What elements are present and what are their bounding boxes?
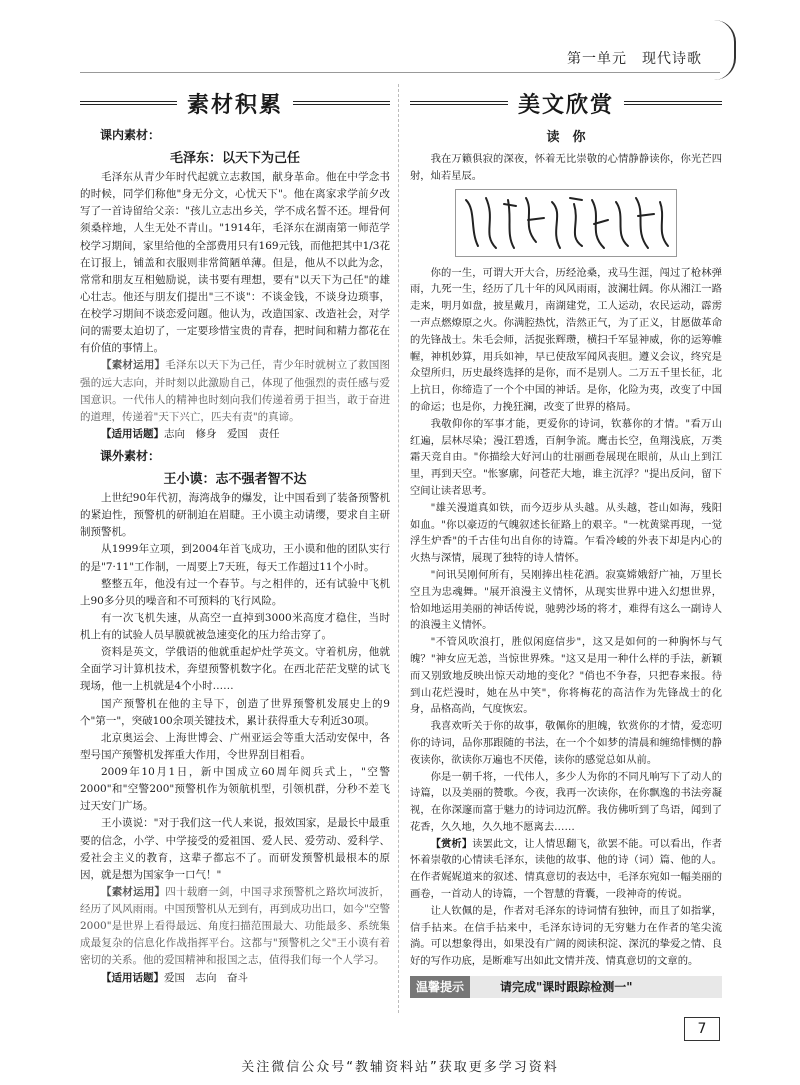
header-decor <box>714 20 736 80</box>
usage2-block: 【素材运用】四十载磨一剑，中国寻求预警机之路坎坷波折，经历了风风雨雨。中国预警机从无到有，再到成功出口，如今"空警2000"是世界上看得最远、角度扫描范围最大、功能最多、系统集成最复杂的信息化作战指挥平台。这都与"预警机之父"王小谟有着密切的关系。他的爱国精神和报国之志，值得我们每一个人学习。 <box>80 885 391 967</box>
calligraphy-strokes <box>456 190 676 256</box>
essay-intro: 我在万籁俱寂的深夜，怀着无比崇敬的心情静静读你，你光芒四射，灿若星辰。 <box>410 153 722 182</box>
left-column <box>80 88 390 1013</box>
right-column <box>410 88 722 1013</box>
column-divider <box>398 84 399 1013</box>
section-title-materials: 素材积累 <box>80 88 390 118</box>
essay-para: "问讯吴刚何所有，吴刚捧出桂花酒。寂寞嫦娥舒广袖，万里长空且为忠魂舞。"展开浪漫主义情怀，从现实世界中进入幻想世界，恰如地运用美丽的神话传说，驰骋沙场的将才，难得有这么一副诗人的浪漫主义情怀。 <box>410 568 722 632</box>
essay-para: 我喜欢听关于你的故事，敬佩你的胆魄，钦赏你的才情，爱恋叨你的诗词，品你那跟随的书法，在一个个如梦的清晨和缠绵悱恻的静夜读你，欲读你万遍也不厌倦，读你的感觉总如从前。 <box>410 720 722 766</box>
header-rule <box>80 72 720 73</box>
reminder-text: 请完成"课时跟踪检测一" <box>500 980 633 995</box>
essay-para: 你的一生，可谓大开大合，历经沧桑，戎马生涯，闯过了枪林弹雨，九死一生，经历了几十年的风风雨雨，波澜壮阔。你从湘江一路走来，明月如盘，披星戴月，南湖建党，工人运动，农民运动，霹雳一声点燃燎原之火。你满腔热忱，浩然正气，为了正义，甘愿做革命的先锋战士。朱毛会师，活捉张辉瓒，横扫千军显神威，你的运筹帷幄，神机妙算，用兵如神，早已使敌军闻风丧胆。遵义会议，终究是众望所归，历史最终选择的是你，而不是别人。二万五千里长征，北上抗日，你缔造了一个个中国的神话。是你，化险为夷，改变了中国的命运；也是你，力挽狂澜，改变了世界的格局。 <box>410 266 722 413</box>
story2-para: 2009年10月1日，新中国成立60周年阅兵式上，"空警2000"和"空警200"预警机作为领航机型，引领机群，分秒不差飞过天安门广场。 <box>80 766 390 813</box>
topics2-block: 【适用话题】爱国 志向 奋斗 <box>101 971 248 984</box>
reminder-bar <box>410 976 722 998</box>
story2-para: 从1999年立项，到2004年首飞成功，王小谟和他的团队实行的是"7·11"工作制，一周要上7天班，每天工作超过11个小时。 <box>80 543 390 573</box>
story2-title: 王小谟：志不强者智不达 <box>163 472 307 487</box>
usage1-block: 【素材运用】毛泽东以天下为己任，青少年时就树立了救国图强的远大志向，并时刻以此激励自己，体现了他强烈的责任感与爱国意识。一代伟人的精神也时刻向我们传递着勇于担当，敢于奋进的道理，传递着"天下兴亡，匹夫有责"的真谛。 <box>80 359 391 423</box>
story2-para: 北京奥运会、上海世博会、广州亚运会等重大活动安保中，各型号国产预警机发挥重大作用，令世界刮目相看。 <box>80 731 390 761</box>
essay-para: 我敬仰你的军事才能，更爱你的诗词，钦慕你的才情。"看万山红遍，层林尽染；漫江碧透，百舸争流。鹰击长空，鱼翔浅底，万类霜天竞自由。"你描绘大好河山的壮丽画卷展现在眼前，从山上到江里，再到天空。"怅寥廓，问苍茫大地，谁主沉浮？"提出反问，留下空间让读者思考。 <box>410 417 722 497</box>
extra-label: 课外素材： <box>100 449 161 463</box>
calligraphy-image <box>455 189 677 257</box>
essay-para: 你是一朝千将，一代伟人，多少人为你的不同凡响写下了动人的诗篇，以及美丽的赞歌。今夜，我再一次读你，在你飘逸的书法旁凝视，在你深邃而富于魅力的诗词边沉醉。我仿佛听到了鸟语，闻到了花香，久久地，久久地不愿离去…… <box>410 770 722 833</box>
story1-para: 毛泽东从青少年时代起就立志救国，献身革命。他在中学念书的时候，同学们称他"身无分文，心忧天下"。他在离家求学前夕改写了一首诗留给父亲："孩儿立志出乡关，学不成名誓不还。埋骨何须桑梓地，人生无处不青山。"1914年，毛泽东在湖南第一师范学校学习期间，家里给他的全部费用只有169元钱，而他把其中1/3花在订报上，铺盖和衣服则非常简陋单薄。但是，他从不以此为念，常常和朋友互相勉励说，读书要有理想，要有"以天下为己任"的雄心壮志。他还与朋友们提出"三不谈"：不谈金钱，不谈身边琐事，在校学习期间不谈恋爱问题。他认为，改造国家、改造社会，对学问的需要太迫切了，一定要珍惜宝贵的青春，把时间和精力都花在有价值的事情上。 <box>80 171 390 355</box>
unit-label: 第一单元 现代诗歌 <box>567 51 702 67</box>
essay-para: "不管风吹浪打，胜似闲庭信步"，这又是如何的一种胸怀与气魄？"神女应无恙，当惊世界殊。"这又是用一种什么样的手法，新颖而又别致地反映出惊天动地的变化？"俏也不争春，只把春来报。待到山花烂漫时，她在丛中笑"，你将梅花的高洁作为先锋战士的化身，品格高尚，气度恢宏。 <box>410 636 722 716</box>
story2-para: 有一次飞机失速，从高空一直掉到3000米高度才稳住，当时机上有的试验人员早膜就被急速变化的压力给击穿了。 <box>80 611 390 641</box>
analysis-block: 【赏析】读罢此文，让人情思翻飞，欲罢不能。可以看出，作者怀着崇敬的心情读毛泽东，读他的故事、他的诗（词）篇、他的人。在作者娓娓道来的叙述、情真意切的表达中，毛泽东宛如一幅美丽的画卷，一首动人的诗篇，一个智慧的背囊，一段神奇的传说。 <box>410 837 723 901</box>
essay-para: "雄关漫道真如铁，而今迈步从头越。从头越，苍山如海，残阳如血。"你以豪迈的气魄叙述长征路上的艰辛。"一枕黄粱再现，一觉浮生炉香"的千古佳句出自你的诗篇。乍看冷峻的外表下却是内心的火热与深情，展现了独特的诗人情怀。 <box>410 501 722 565</box>
story2-para: 上世纪90年代初，海湾战争的爆发，让中国看到了装备预警机的紧迫性，预警机的研制迫在眉睫。王小谟主动请缨，要求自主研制预警机。 <box>80 492 390 539</box>
topics1-block: 【适用话题】志向 修身 爱国 责任 <box>101 427 280 440</box>
in-class-label: 课内素材： <box>100 128 161 142</box>
footer-note: 关注微信公众号“教辅资料站”获取更多学习资料 <box>241 1060 559 1075</box>
essay-title: 读 你 <box>546 130 586 145</box>
page-number: 7 <box>684 1017 720 1041</box>
section-title-appreciation: 美文欣赏 <box>410 88 722 118</box>
analysis-extra: 让人钦佩的是，作者对毛泽东的诗词情有独钟，而且了如指掌，信手拈来。在信手拈来中，毛泽东诗词的无穷魅力在作者的笔尖流淌。可以想象得出，如果没有广阔的阅读积淀、深沉的挚爱之情、良好的写作功底，是断难写出如此文情并茂、情真意切的文章的。 <box>410 904 722 968</box>
story2-para: 整整五年，他没有过一个春节。与之相伴的，还有试验中飞机上90多分贝的噪音和不可预料的飞行风险。 <box>80 577 390 607</box>
page-header <box>0 0 800 78</box>
story2-para: 资料是英文，学俄语的他就重起炉灶学英文。守着机房，他就全面学习计算机技术，奔望预警机数字化。在西北茫茫戈壁的试飞现场，他一上机就是4个小时…… <box>80 646 390 693</box>
reminder-label: 温馨提示 <box>410 976 470 998</box>
story2-para: 国产预警机在他的主导下，创造了世界预警机发展史上的9个"第一"，突破100余项关键技术，累计获得重大专利近30项。 <box>80 697 390 727</box>
story2-para: 王小谟说："对于我们这一代人来说，报效国家，是最长中最重要的信念，小学、中学接受的爱祖国、爱人民、爱劳动、爱科学、爱社会主义的教育，这辈子都忘不了。而研发预警机最根本的原因，就是想为国家争一口气！" <box>80 817 390 881</box>
story1-title: 毛泽东：以天下为己任 <box>169 151 300 166</box>
